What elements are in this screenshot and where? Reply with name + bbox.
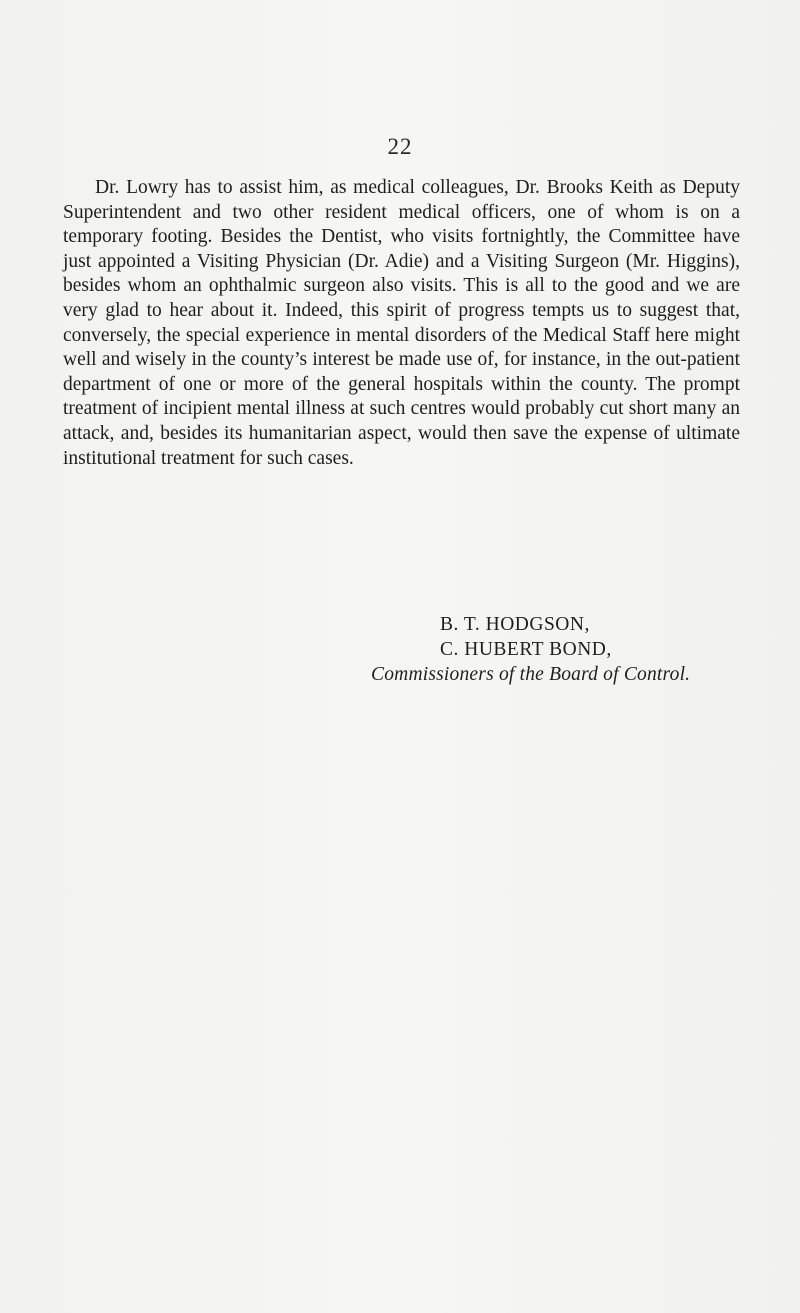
body-paragraph: Dr. Lowry has to assist him, as medical colleagues, Dr. Brooks Keith as Deputy Superintendent and two other resident medical officers, one of whom is on a temporary footing. Besides the Dentist, who visits fortnightly, the Committee have just appointed a Visiting Physician (Dr. Adie) and a Visiting Surgeon (Mr. Higgins), besides whom an ophthalmic surgeon also visits. This is all to the good and we are very glad to hear about it. Indeed, this spirit of progress tempts us to suggest that, conversely, the special experience in mental disorders of the Medical Staff here might well and wisely in the county’s interest be made use of, for instance, in the out-patient department of one or more of the general hospitals within the county. The prompt treatment of incipient mental illness at such centres would probably cut short many an attack, and, besides its humanitarian aspect, would then save the expense of ultimate institutional treatment for such cases. [63,177,740,469]
signatory-hodgson: B. T. HODGSON, [440,614,590,635]
page-number: 22 [387,134,413,159]
signature-block [371,612,768,687]
signatory-bond: C. HUBERT BOND, [440,639,612,660]
signatory-title: Commissioners of the Board of Control. [371,664,691,685]
